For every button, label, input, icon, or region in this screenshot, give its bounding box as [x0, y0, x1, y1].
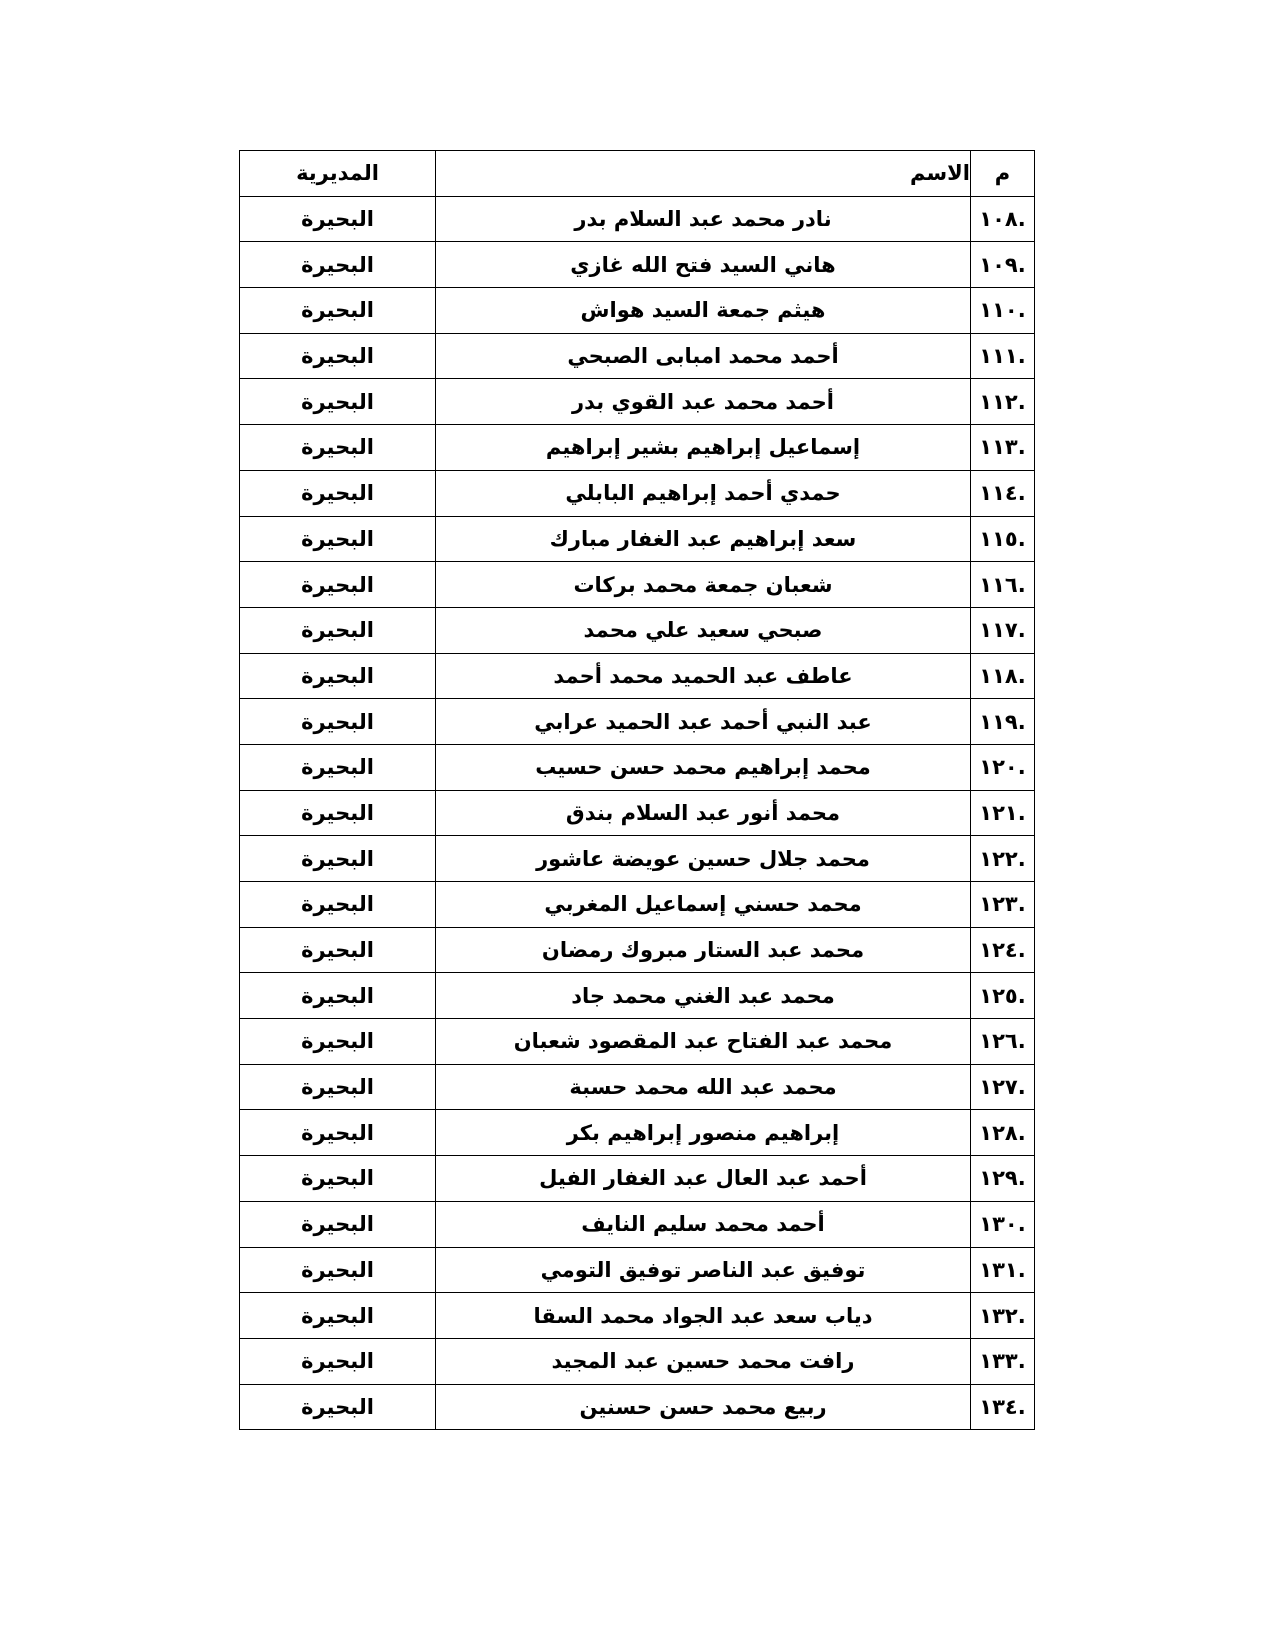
row-name: عاطف عبد الحميد محمد أحمد — [436, 653, 971, 699]
row-directorate: البحيرة — [240, 288, 436, 334]
table-row — [240, 1293, 1035, 1339]
row-number: .١٢٢ — [971, 836, 1035, 882]
row-name: أحمد محمد امبابى الصبحي — [436, 333, 971, 379]
row-name: أحمد محمد عبد القوي بدر — [436, 379, 971, 425]
row-directorate: البحيرة — [240, 1064, 436, 1110]
names-table — [239, 150, 1035, 1430]
table-header-row — [240, 151, 1035, 197]
row-name: دياب سعد عبد الجواد محمد السقا — [436, 1293, 971, 1339]
table-row — [240, 744, 1035, 790]
table-row — [240, 1247, 1035, 1293]
row-number: .١٣٠ — [971, 1201, 1035, 1247]
row-directorate: البحيرة — [240, 1110, 436, 1156]
table-row — [240, 1338, 1035, 1384]
row-number: .١٢٩ — [971, 1156, 1035, 1202]
table-row — [240, 699, 1035, 745]
row-number: .١٠٨ — [971, 196, 1035, 242]
row-name: محمد عبد الله محمد حسبة — [436, 1064, 971, 1110]
row-directorate: البحيرة — [240, 425, 436, 471]
table-row — [240, 607, 1035, 653]
table-row — [240, 425, 1035, 471]
table-row — [240, 1156, 1035, 1202]
header-directorate: المديرية — [240, 151, 436, 197]
row-name: ربيع محمد حسن حسنين — [436, 1384, 971, 1430]
table-row — [240, 333, 1035, 379]
row-name: شعبان جمعة محمد بركات — [436, 562, 971, 608]
row-name: محمد جلال حسين عويضة عاشور — [436, 836, 971, 882]
document-page — [240, 150, 1035, 1430]
row-name: محمد عبد الفتاح عبد المقصود شعبان — [436, 1019, 971, 1065]
row-name: هيثم جمعة السيد هواش — [436, 288, 971, 334]
row-number: .١٢٧ — [971, 1064, 1035, 1110]
table-row — [240, 1064, 1035, 1110]
table-row — [240, 836, 1035, 882]
row-directorate: البحيرة — [240, 1338, 436, 1384]
table-row — [240, 379, 1035, 425]
row-number: .١٠٩ — [971, 242, 1035, 288]
table-row — [240, 1201, 1035, 1247]
row-directorate: البحيرة — [240, 562, 436, 608]
row-name: حمدي أحمد إبراهيم البابلي — [436, 470, 971, 516]
table-row — [240, 653, 1035, 699]
row-number: .١١٤ — [971, 470, 1035, 516]
table-row — [240, 562, 1035, 608]
row-name: محمد أنور عبد السلام بندق — [436, 790, 971, 836]
row-name: سعد إبراهيم عبد الغفار مبارك — [436, 516, 971, 562]
row-number: .١١٥ — [971, 516, 1035, 562]
row-name: إبراهيم منصور إبراهيم بكر — [436, 1110, 971, 1156]
row-directorate: البحيرة — [240, 1384, 436, 1430]
row-number: .١٢١ — [971, 790, 1035, 836]
row-directorate: البحيرة — [240, 607, 436, 653]
row-directorate: البحيرة — [240, 516, 436, 562]
row-directorate: البحيرة — [240, 882, 436, 928]
row-number: .١٢٥ — [971, 973, 1035, 1019]
row-number: .١٢٤ — [971, 927, 1035, 973]
row-directorate: البحيرة — [240, 242, 436, 288]
row-name: هاني السيد فتح الله غازي — [436, 242, 971, 288]
row-name: رافت محمد حسين عبد المجيد — [436, 1338, 971, 1384]
row-name: محمد حسني إسماعيل المغربي — [436, 882, 971, 928]
row-name: عبد النبي أحمد عبد الحميد عرابي — [436, 699, 971, 745]
row-directorate: البحيرة — [240, 1156, 436, 1202]
row-name: أحمد عبد العال عبد الغفار الفيل — [436, 1156, 971, 1202]
table-row — [240, 927, 1035, 973]
table-row — [240, 242, 1035, 288]
row-number: .١١٧ — [971, 607, 1035, 653]
row-number: .١٢٠ — [971, 744, 1035, 790]
row-directorate: البحيرة — [240, 1247, 436, 1293]
table-row — [240, 516, 1035, 562]
header-number: م — [971, 151, 1035, 197]
row-number: .١١٢ — [971, 379, 1035, 425]
table-row — [240, 1019, 1035, 1065]
row-number: .١٣١ — [971, 1247, 1035, 1293]
row-number: .١٣٤ — [971, 1384, 1035, 1430]
row-number: .١١٣ — [971, 425, 1035, 471]
row-number: .١٢٣ — [971, 882, 1035, 928]
row-directorate: البحيرة — [240, 699, 436, 745]
table-row — [240, 470, 1035, 516]
row-name: محمد عبد الستار مبروك رمضان — [436, 927, 971, 973]
row-name: محمد إبراهيم محمد حسن حسيب — [436, 744, 971, 790]
header-name: الاسم — [436, 151, 971, 197]
table-row — [240, 1110, 1035, 1156]
row-directorate: البحيرة — [240, 653, 436, 699]
row-name: نادر محمد عبد السلام بدر — [436, 196, 971, 242]
row-directorate: البحيرة — [240, 379, 436, 425]
row-name: صبحي سعيد علي محمد — [436, 607, 971, 653]
row-number: .١١١ — [971, 333, 1035, 379]
row-directorate: البحيرة — [240, 927, 436, 973]
table-body — [240, 196, 1035, 1430]
row-directorate: البحيرة — [240, 973, 436, 1019]
row-number: .١١٩ — [971, 699, 1035, 745]
row-directorate: البحيرة — [240, 470, 436, 516]
row-directorate: البحيرة — [240, 836, 436, 882]
row-directorate: البحيرة — [240, 1293, 436, 1339]
row-name: توفيق عبد الناصر توفيق التومي — [436, 1247, 971, 1293]
row-name: محمد عبد الغني محمد جاد — [436, 973, 971, 1019]
row-number: .١١٨ — [971, 653, 1035, 699]
row-number: .١٣٢ — [971, 1293, 1035, 1339]
row-directorate: البحيرة — [240, 1201, 436, 1247]
row-directorate: البحيرة — [240, 1019, 436, 1065]
table-row — [240, 288, 1035, 334]
row-name: إسماعيل إبراهيم بشير إبراهيم — [436, 425, 971, 471]
row-directorate: البحيرة — [240, 744, 436, 790]
table-row — [240, 882, 1035, 928]
row-directorate: البحيرة — [240, 790, 436, 836]
table-row — [240, 196, 1035, 242]
row-number: .١٢٨ — [971, 1110, 1035, 1156]
table-row — [240, 790, 1035, 836]
row-number: .١٢٦ — [971, 1019, 1035, 1065]
row-name: أحمد محمد سليم النايف — [436, 1201, 971, 1247]
table-row — [240, 1384, 1035, 1430]
row-number: .١١٠ — [971, 288, 1035, 334]
row-directorate: البحيرة — [240, 196, 436, 242]
row-number: .١١٦ — [971, 562, 1035, 608]
row-directorate: البحيرة — [240, 333, 436, 379]
row-number: .١٣٣ — [971, 1338, 1035, 1384]
table-row — [240, 973, 1035, 1019]
